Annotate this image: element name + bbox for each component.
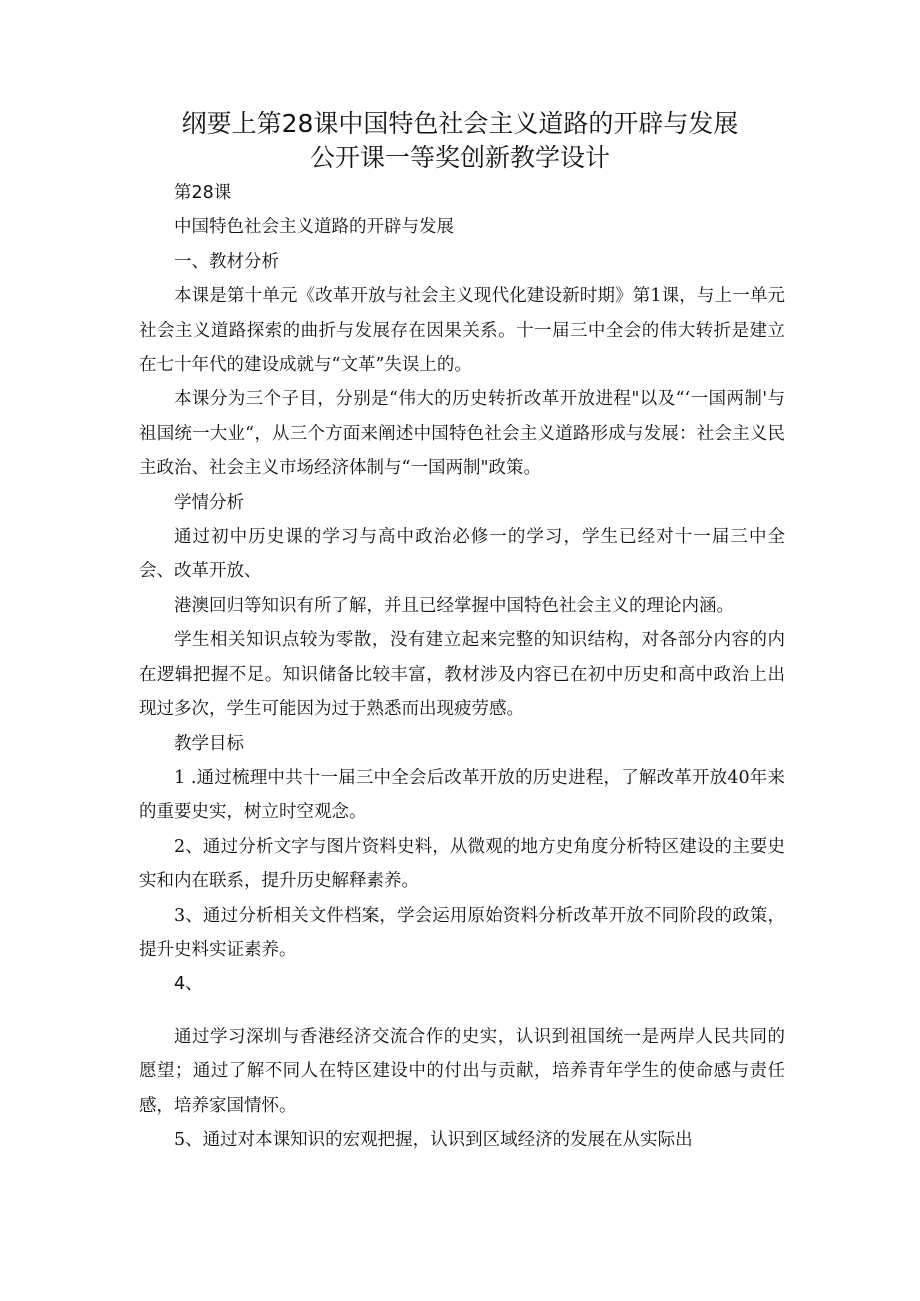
section-heading-materials: 一、教材分析 bbox=[174, 251, 279, 272]
goal-item-1: 1 .通过梳理中共十一届三中全会后改革开放的历史进程，了解改革开放40年来的重要史实，树立时空观念。 bbox=[139, 767, 785, 823]
lesson-title: 中国特色社会主义道路的开辟与发展 bbox=[174, 217, 454, 238]
goal-item-3: 3、通过分析相关文件档案，学会运用原始资料分析改革开放不同阶段的政策，提升史料实证素养。 bbox=[139, 905, 785, 960]
lesson-number: 第28课 bbox=[174, 183, 232, 203]
goal-item-4-number: 4、 bbox=[174, 974, 203, 995]
paragraph-spacer bbox=[139, 1002, 785, 1020]
document-title-line-2: 公开课一等奖创新教学设计 bbox=[309, 143, 610, 172]
goal-item-5: 5、通过对本课知识的宏观把握，认识到区域经济的发展在从实际出 bbox=[174, 1129, 693, 1150]
document-body bbox=[139, 176, 785, 1157]
goal-item-4-text: 通过学习深圳与香港经济交流合作的史实，认识到祖国统一是两岸人民共同的愿望；通过了解不同人在特区建设中的付出与贡献，培养青年学生的使命感与责任感，培养家国情怀。 bbox=[139, 1026, 785, 1116]
paragraph-students-2: 港澳回归等知识有所了解，并且已经掌握中国特色社会主义的理论内涵。 bbox=[174, 595, 734, 616]
section-heading-goals: 教学目标 bbox=[174, 733, 244, 754]
paragraph-materials-1: 本课是第十单元《改革开放与社会主义现代化建设新时期》第1课，与上一单元社会主义道路探索的曲折与发展存在因果关系。十一届三中全会的伟大转折是建立在七十年代的建设成就与“文革”失误上的。 bbox=[139, 286, 785, 376]
goal-item-2: 2、通过分析文字与图片资料史料，从微观的地方史角度分析特区建设的主要史实和内在联系，提升历史解释素养。 bbox=[139, 836, 785, 892]
document-title-line-1: 纲要上第28课中国特色社会主义道路的开辟与发展 bbox=[181, 109, 739, 138]
paragraph-students-1: 通过初中历史课的学习与高中政治必修一的学习，学生已经对十一届三中全会、改革开放、 bbox=[139, 527, 785, 582]
paragraph-materials-2: 本课分为三个子目，分别是“伟大的历史转折改革开放进程"以及“‘一国两制'与祖国统一大业“，从三个方面来阐述中国特色社会主义道路形成与发展：社会主义民主政治、社会主义市场经济体制与“一国两制"政策。 bbox=[139, 389, 785, 479]
section-heading-students: 学情分析 bbox=[174, 492, 244, 513]
paragraph-students-3: 学生相关知识点较为零散，没有建立起来完整的知识结构，对各部分内容的内在逻辑把握不足。知识储备比较丰富，教材涉及内容已在初中历史和高中政治上出现过多次，学生可能因为过于熟悉而出现疲劳感。 bbox=[139, 630, 785, 720]
